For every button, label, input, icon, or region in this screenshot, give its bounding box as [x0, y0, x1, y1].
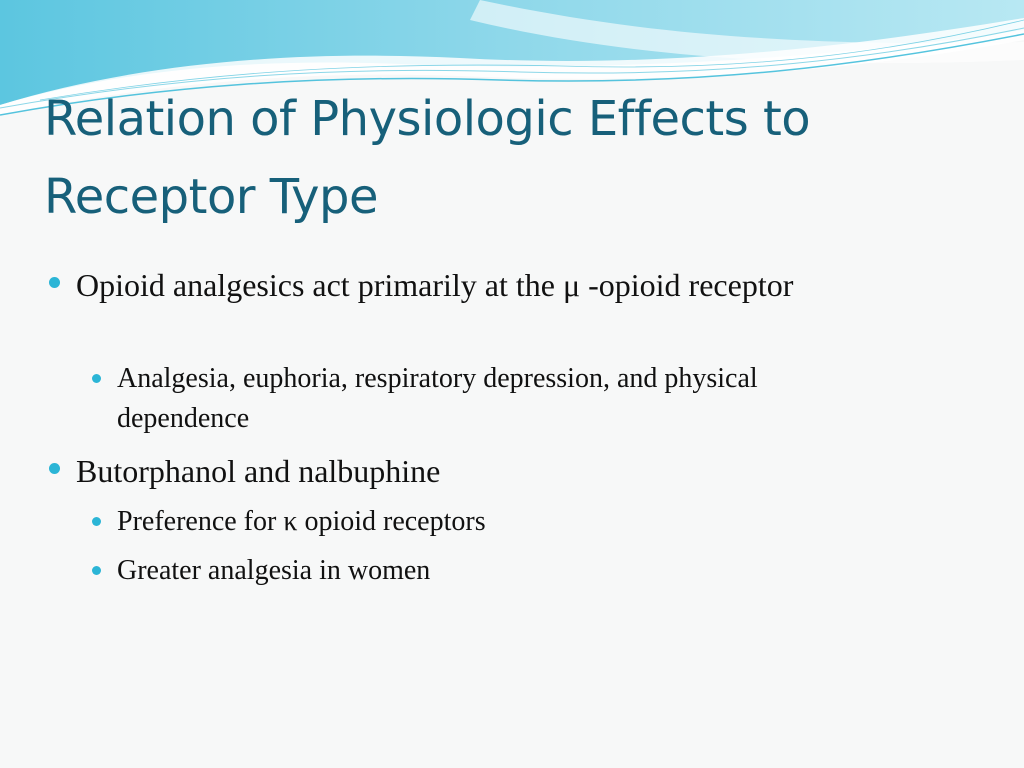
- bullet-dot-icon: [49, 463, 60, 474]
- slide-title-line-1: Relation of Physiologic Effects to: [44, 91, 811, 147]
- bullet-dot-icon: [49, 277, 60, 288]
- slide-title-line-2: Receptor Type: [44, 169, 379, 225]
- sub-bullet-item: [117, 359, 877, 439]
- bullet-item: [76, 450, 866, 492]
- bullet-text: Butorphanol and nalbuphine: [76, 453, 441, 489]
- sub-bullet-text: Preference for κ opioid receptors: [117, 506, 486, 537]
- sub-bullet-item: [117, 551, 877, 591]
- sub-bullet-text: Analgesia, euphoria, respiratory depression, and physical dependence: [117, 363, 758, 434]
- bullet-text: Opioid analgesics act primarily at the μ -opioid receptor: [76, 267, 794, 303]
- sub-bullet-item: [117, 502, 877, 542]
- bullet-dot-icon: [92, 374, 101, 383]
- bullet-dot-icon: [92, 566, 101, 575]
- bullet-item: [76, 264, 866, 306]
- sub-bullet-text: Greater analgesia in women: [117, 555, 431, 586]
- bullet-dot-icon: [92, 517, 101, 526]
